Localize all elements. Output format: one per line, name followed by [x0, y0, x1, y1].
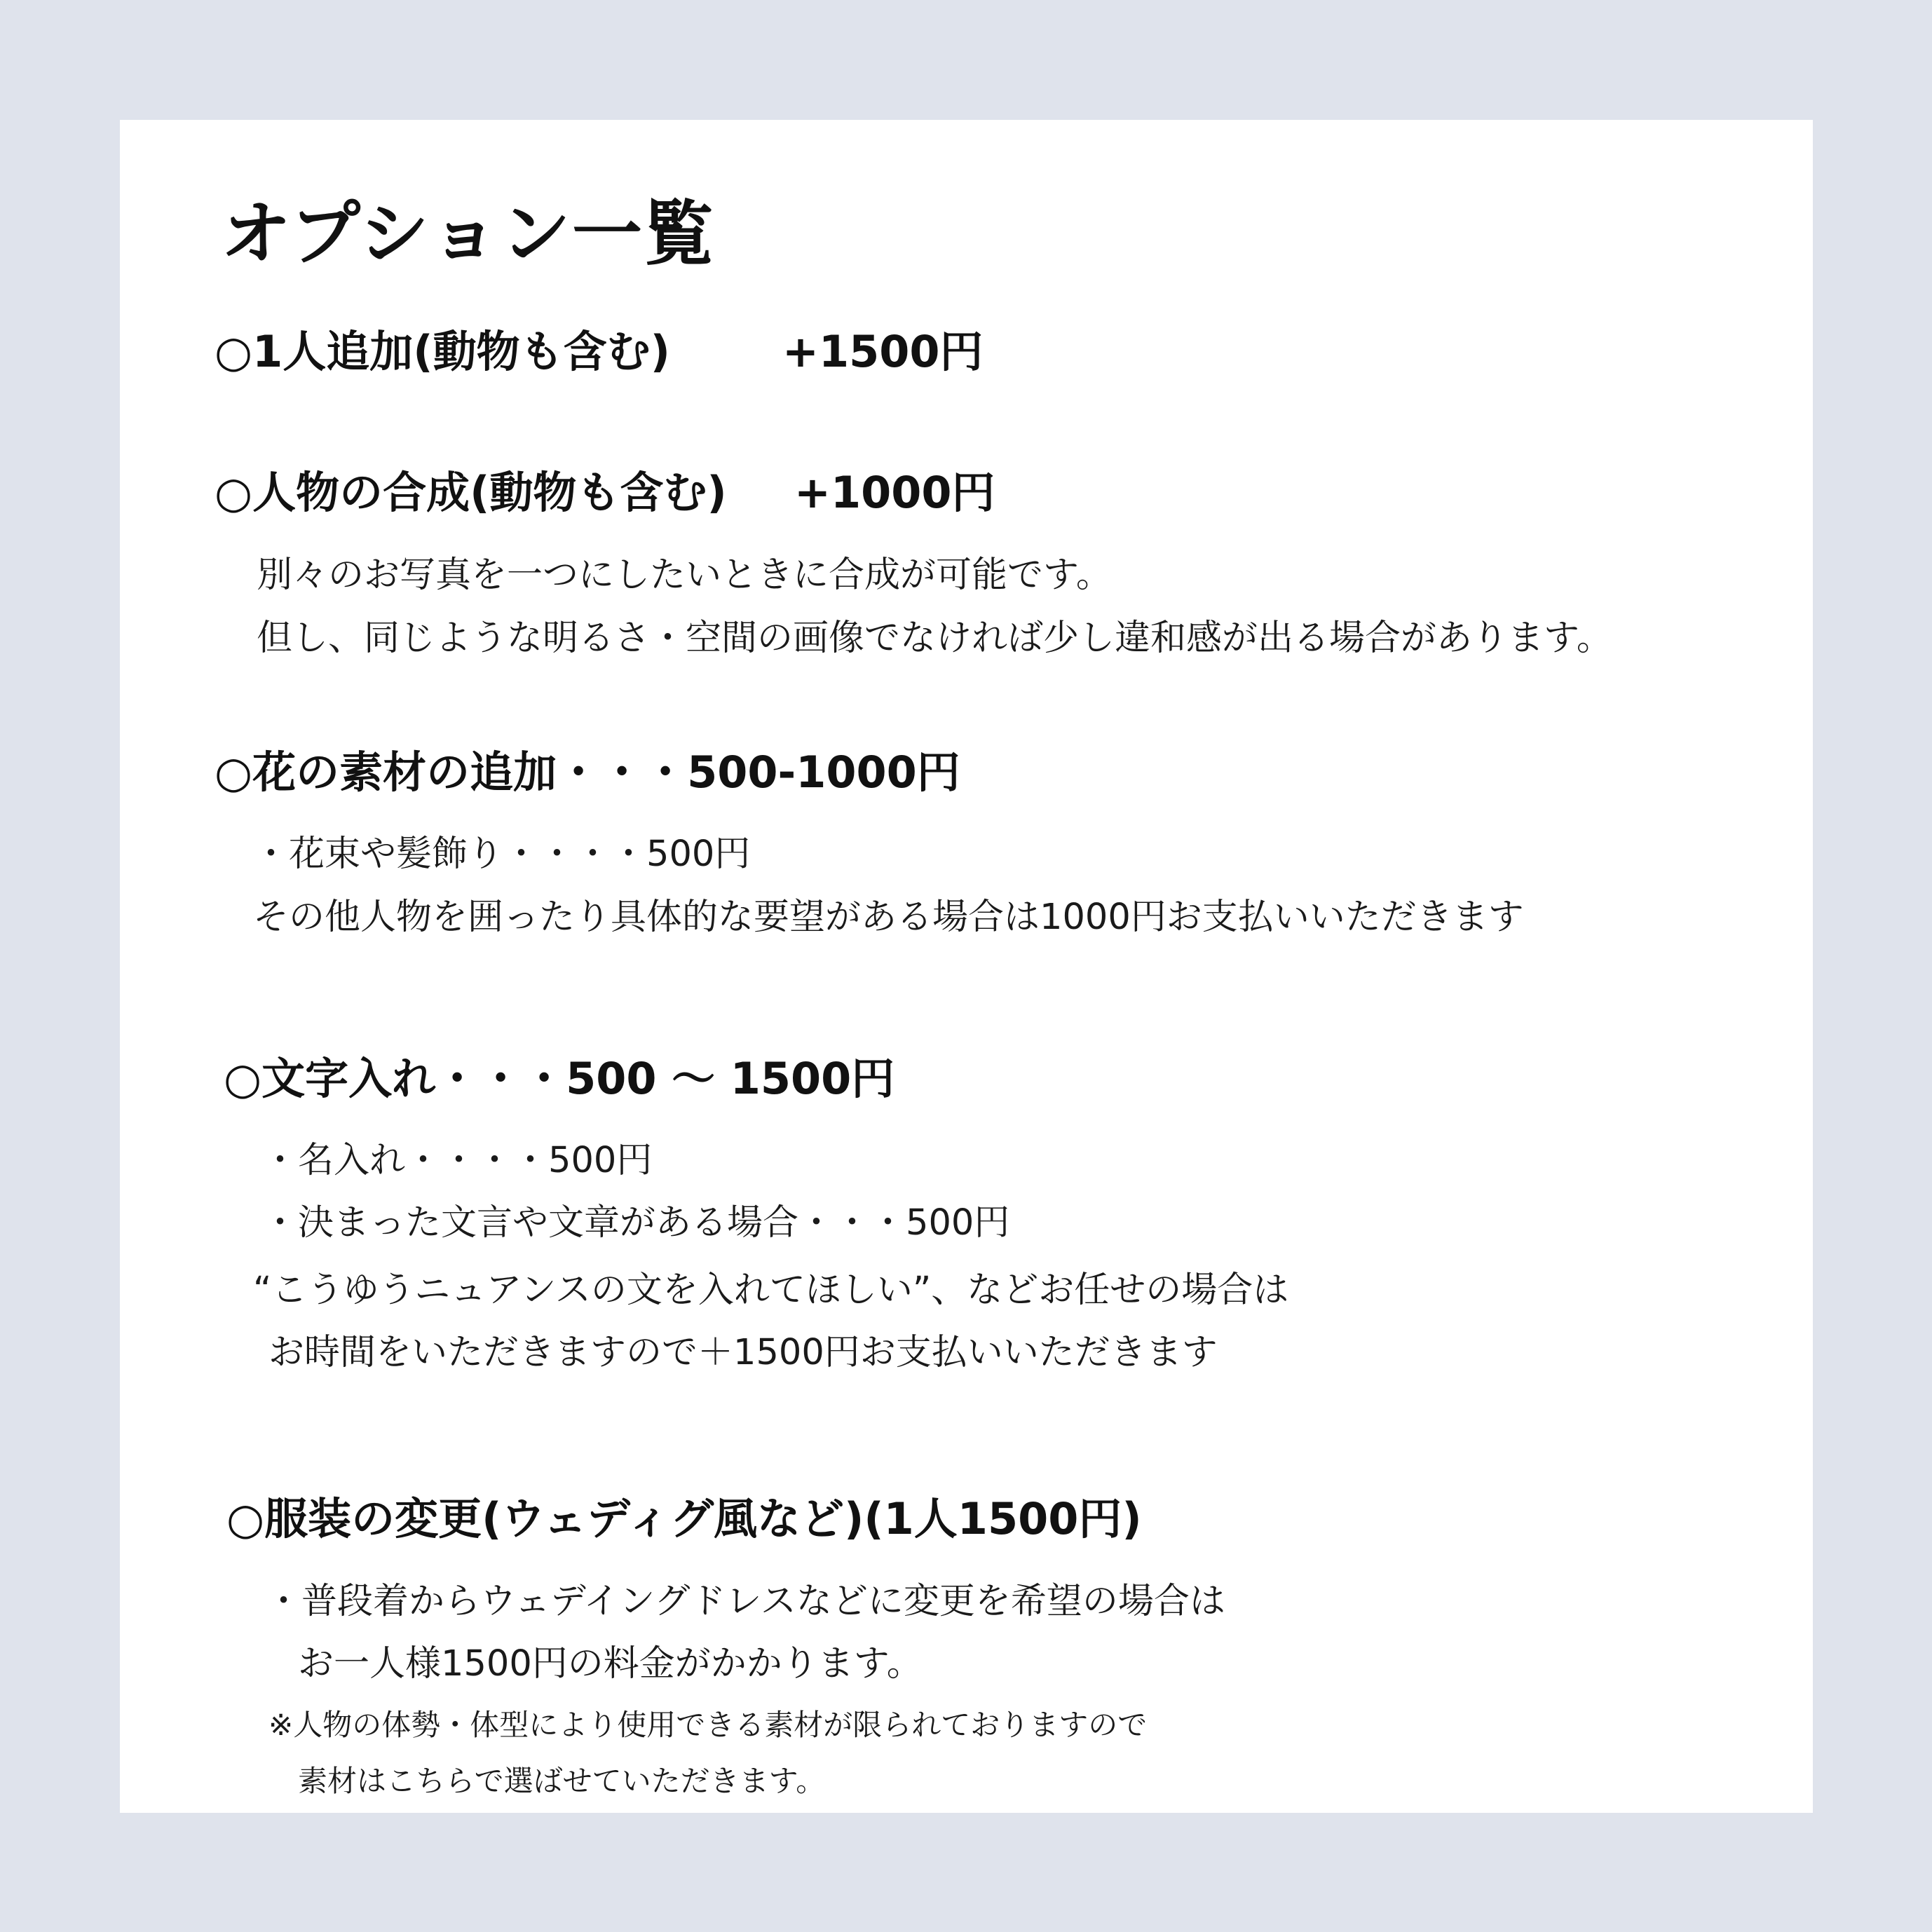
flowers-desc-line: ・花束や髪飾り・・・・500円	[253, 834, 751, 875]
section-heading-add-person: ○1人追加(動物も含む)	[215, 326, 670, 377]
section-heading-text: ○文字入れ・・・500 〜 1500円	[224, 1053, 895, 1104]
section-price-add-person: +1500円	[782, 326, 984, 377]
composite-desc-line: 別々のお写真を一つにしたいときに合成が可能です。	[257, 555, 1112, 596]
page-title: オプション一覧	[221, 193, 715, 275]
text-desc-line: ・決まった文言や文章がある場合・・・500円	[262, 1202, 1010, 1244]
section-price-composite: +1000円	[794, 467, 995, 518]
flowers-desc-line: その他人物を囲ったり具体的な要望がある場合は1000円お支払いいただきます	[253, 897, 1524, 938]
section-heading-clothing: ○服装の変更(ウェディグ風など)(1人1500円)	[226, 1493, 1142, 1544]
text-desc-line: ・名入れ・・・・500円	[262, 1140, 653, 1181]
section-heading-flowers: ○花の素材の追加・・・500-1000円	[215, 747, 960, 798]
clothing-desc-line: お一人様1500円の料金がかかります。	[298, 1643, 923, 1685]
options-card	[120, 120, 1813, 1813]
clothing-note-line: ※人物の体勢・体型により使用できる素材が限られておりますので	[268, 1708, 1148, 1742]
clothing-desc-line: ・普段着からウェデイングドレスなどに変更を希望の場合は	[266, 1581, 1225, 1622]
clothing-note-line: 素材はこちらで選ばせていただきます。	[298, 1764, 826, 1798]
text-desc-line: お時間をいただきますので＋1500円お支払いいただきます	[268, 1332, 1218, 1373]
composite-desc-line: 但し、同じような明るさ・空間の画像でなければ少し違和感が出る場合があります。	[257, 618, 1612, 659]
text-desc-line: “こうゆうニュアンスの文を入れてほしい”、などお任せの場合は	[253, 1270, 1289, 1311]
section-heading-composite: ○人物の合成(動物も含む)	[215, 467, 727, 518]
